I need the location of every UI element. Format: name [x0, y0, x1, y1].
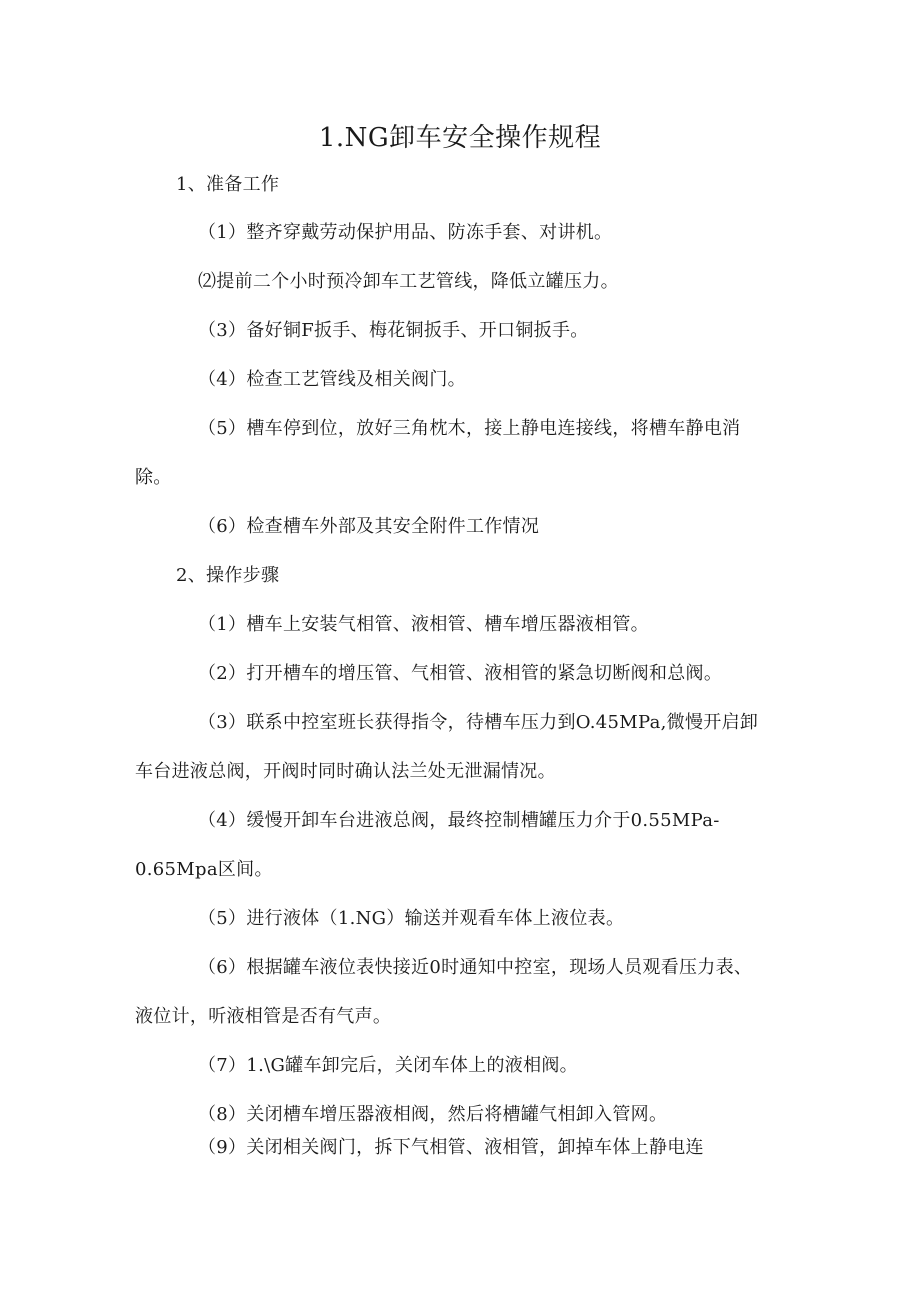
step-item-3: （3）联系中控室班长获得指令，待槽车压力到O.45MPa,微慢开启卸: [198, 712, 759, 733]
prep-item-1: （1）整齐穿戴劳动保护用品、防冻手套、对讲机。: [198, 222, 613, 243]
step-item-6: （6）根据罐车液位表快接近0时通知中控室，现场人员观看压力表、: [198, 957, 753, 978]
prep-item-4: （4）检查工艺管线及相关阀门。: [198, 369, 466, 390]
section-heading-prep: 1、准备工作: [176, 174, 280, 195]
step-item-3-continued: 车台进液总阀，开阀时同时确认法兰处无泄漏情况。: [135, 761, 556, 782]
step-item-2: （2）打开槽车的增压管、气相管、液相管的紧急切断阀和总阀。: [198, 663, 723, 684]
step-item-7: （7）1.\G罐车卸完后，关闭车体上的液相阀。: [198, 1055, 578, 1076]
step-item-4: （4）缓慢开卸车台进液总阀，最终控制槽罐压力介于0.55MPa-: [198, 810, 720, 831]
step-item-4-continued: 0.65Mpa区间。: [135, 859, 273, 880]
step-item-9: （9）关闭相关阀门，拆下气相管、液相管，卸掉车体上静电连: [198, 1137, 704, 1158]
prep-item-6: （6）检查槽车外部及其安全附件工作情况: [198, 516, 540, 537]
step-item-5: （5）进行液体（1.NG）输送并观看车体上液位表。: [198, 908, 625, 929]
prep-item-3: （3）备好铜F扳手、梅花铜扳手、开口铜扳手。: [198, 320, 589, 341]
prep-item-2: ⑵提前二个小时预冷卸车工艺管线，降低立罐压力。: [198, 271, 619, 292]
page-title: 1.NG卸车安全操作规程: [318, 123, 602, 153]
step-item-1: （1）槽车上安装气相管、液相管、槽车增压器液相管。: [198, 614, 649, 635]
step-item-8: （8）关闭槽车增压器液相阀，然后将槽罐气相卸入管网。: [198, 1104, 668, 1125]
prep-item-5: （5）槽车停到位，放好三角枕木，接上静电连接线，将槽车静电消: [198, 418, 741, 439]
section-heading-steps: 2、操作步骤: [176, 565, 280, 586]
prep-item-5-continued: 除。: [135, 467, 172, 488]
step-item-6-continued: 液位计，听液相管是否有气声。: [135, 1006, 392, 1027]
